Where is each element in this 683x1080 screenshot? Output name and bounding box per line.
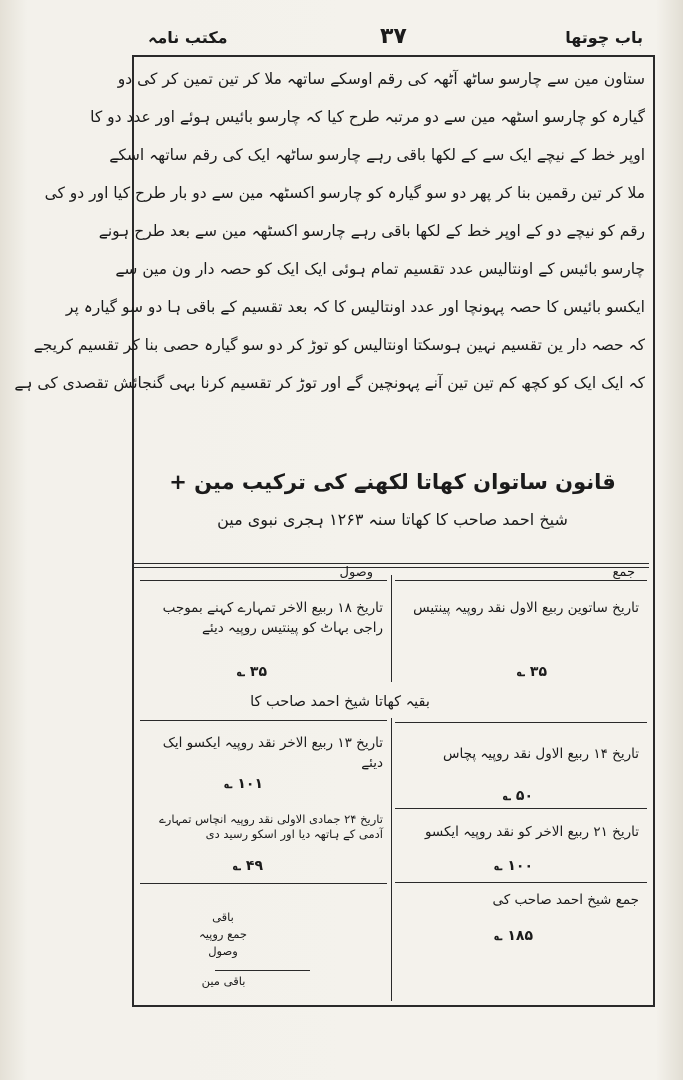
- page-number: ۳۷: [380, 24, 407, 49]
- credit-rule: [395, 882, 647, 883]
- ledger-top-rule-2: [134, 567, 649, 568]
- debit-amount: ۱۰۱ ؎: [224, 776, 263, 792]
- credit-amount: ۳۵ ؎: [516, 664, 547, 680]
- summary-line: جمع روپیہ: [198, 927, 248, 941]
- prose-line: اوپر خط کے نیچے ایک سے کے لکھا باقی رہے چارسو ساٹھہ ایک کی رقم ساتھہ اسکے: [109, 146, 645, 164]
- credit-rule: [395, 808, 647, 809]
- ledger-divider: [391, 718, 392, 1001]
- credit-column-label: جمع: [612, 565, 635, 580]
- summary-line: باقی مین: [201, 974, 246, 988]
- credit-total-label: جمع شیخ احمد صاحب کی: [492, 892, 639, 908]
- ledger-divider: [391, 575, 392, 682]
- debit-entry: تاریخ ۱۸ ربیع الاخر تمہارے کہنے بموجب راجی بہاٹ کو پینتیس روپیہ دیئے: [162, 600, 383, 636]
- credit-entry: تاریخ ۱۴ ربیع الاول نقد روپیہ پچاس: [443, 746, 639, 762]
- credit-total-amount: ۱۸۵ ؎: [494, 928, 533, 944]
- section-subheading: شیخ احمد صاحب کا کھاتا سنہ ۱۲۶۳ ہجری نبوی مین: [217, 510, 568, 529]
- prose-block: [14, 60, 645, 402]
- section-heading: قانون ساتوان کھاتا لکھنے کی ترکیب مین +: [169, 470, 616, 494]
- credit-rule: [395, 722, 647, 723]
- debit-rule: [140, 720, 387, 721]
- debit-rule: [140, 883, 387, 884]
- book-title: مکتب نامہ: [148, 28, 228, 47]
- ledger-top-rule: [134, 563, 649, 564]
- debit-amount: ۴۹ ؎: [232, 858, 263, 874]
- prose-line: رقم کو نیچے دو کے اوپر خط کے لکھا باقی رہے چارسو اکسٹھہ مین سے بعد طرح ہونے: [98, 222, 645, 240]
- debit-column-label: وصول: [339, 565, 373, 580]
- debit-entry: تاریخ ۲۴ جمادی الاولی نقد روپیہ انچاس تمہارے آدمی کے ہاتھہ دیا اور اسکو رسید دی: [159, 812, 383, 841]
- debit-amount: ۳۵ ؎: [236, 664, 267, 680]
- credit-amount: ۵۰ ؎: [502, 788, 533, 804]
- credit-entry: تاریخ ۲۱ ربیع الاخر کو نقد روپیہ ایکسو: [424, 824, 639, 840]
- balance-caption: بقیہ کھاتا شیخ احمد صاحب کا: [250, 694, 430, 710]
- debit-entry: تاریخ ۱۳ ربیع الاخر نقد روپیہ ایکسو ایک دیئے: [162, 735, 383, 771]
- credit-amount: ۱۰۰ ؎: [494, 858, 533, 874]
- summary-line: باقی: [212, 910, 234, 924]
- prose-line: چارسو بائیس کے اونتالیس عدد تقسیم تمام ہوئی ایک ایک کو حصہ دار ون مین سے: [115, 260, 645, 278]
- prose-line: کہ ایک ایک کو کچھ کم تین تین آنے پہونچین گے اور توڑ کر تقسیم کرنا بہی گنجائش تقصدی کی ہے: [14, 374, 645, 392]
- prose-line: ستاون مین سے چارسو ساٹھ آٹھہ کی رقم اوسکے ساتھہ ملا کر تین تمین کر کی دو: [117, 70, 645, 88]
- summary-rule: [215, 970, 310, 971]
- summary-line: وصول: [208, 944, 238, 958]
- chapter-title: باب چوتھا: [565, 28, 643, 47]
- debit-rule: [140, 580, 387, 581]
- credit-rule: [395, 580, 647, 581]
- prose-line: ملا کر تین رقمین بنا کر پھر دو سو گیارہ کو چارسو اکسٹھہ مین سے دو بار طرح کیا اور دو کی: [44, 184, 645, 202]
- prose-line: کہ حصہ دار ین تقسیم نہین ہوسکتا اونتالیس کو توڑ کر دو سو گیارہ حصی بنا کر تقسیم کریجے: [33, 336, 645, 354]
- prose-line: گیارہ کو چارسو اسٹھہ مین سے دو مرتبہ طرح کیا کہ چارسو بائیس ہوئے اور عدد دو کا: [90, 108, 645, 126]
- prose-line: ایکسو بائیس کا حصہ پہونچا اور عدد اونتالیس کا کہ بعد تقسیم کے باقی ہا دو سو گیارہ پر: [65, 298, 645, 316]
- credit-entry: تاریخ ساتوین ربیع الاول نقد روپیہ پینتیس: [413, 600, 639, 616]
